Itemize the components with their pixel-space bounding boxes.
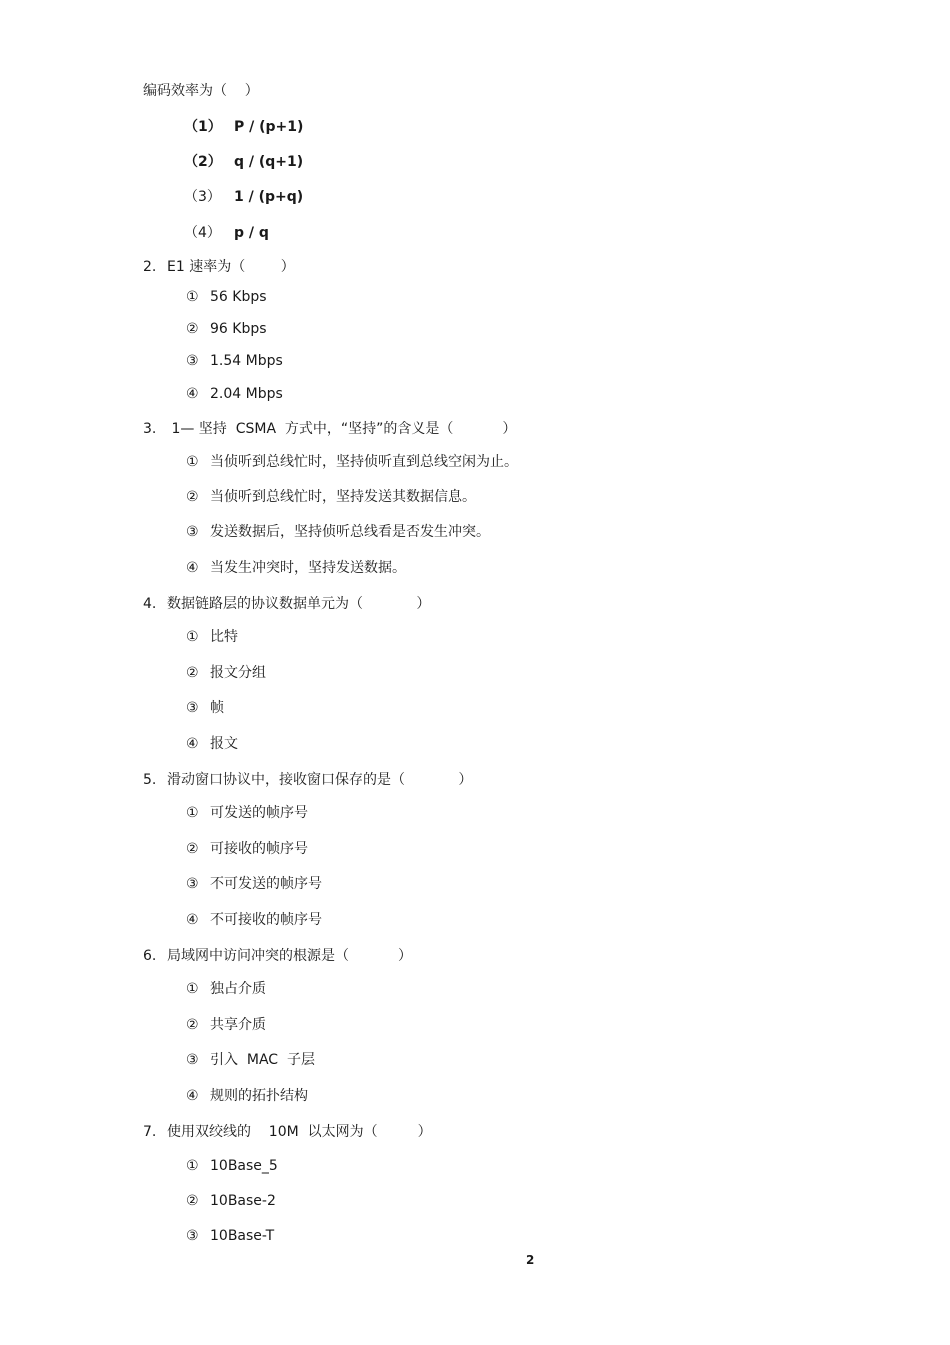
- option: ④ 不可接收的帧序号: [186, 912, 322, 928]
- option: ④ 报文: [186, 736, 238, 752]
- option: [184, 224, 269, 242]
- option: ④ 2.04 Mbps: [186, 386, 283, 402]
- question-number: 4.: [143, 596, 157, 612]
- question-number: 2.: [143, 259, 157, 275]
- option: [184, 118, 303, 136]
- option: ① 当侦听到总线忙时，坚持侦听直到总线空闲为止。: [186, 454, 518, 470]
- option: [184, 153, 303, 171]
- question-stem: 7. 使用双绞线的 10M 以太网为（ ）: [143, 1124, 432, 1140]
- option-label: （4）: [184, 225, 221, 241]
- option: ② 报文分组: [186, 665, 266, 681]
- question-stem: 3. 1— 坚持 CSMA 方式中，“坚持”的含义是（ ）: [143, 421, 517, 437]
- question-stem: 4. 数据链路层的协议数据单元为（ ）: [143, 596, 431, 612]
- question-stem: 编码效率为（ ）: [143, 83, 259, 99]
- question-stem: 6. 局域网中访问冲突的根源是（ ）: [143, 948, 412, 964]
- option: ③ 不可发送的帧序号: [186, 876, 322, 892]
- option: ③ 引入 MAC 子层: [186, 1052, 315, 1068]
- option: ③ 10Base-T: [186, 1228, 275, 1244]
- option: [184, 188, 303, 206]
- option-text: q / (q+1): [234, 154, 304, 170]
- option-text: p / q: [234, 225, 269, 241]
- option-text: 1 / (p+q): [234, 189, 304, 205]
- option-text: P / (p+1): [234, 119, 304, 135]
- question-number: 6.: [143, 948, 157, 964]
- question-number: 7.: [143, 1124, 157, 1140]
- option: ① 56 Kbps: [186, 289, 267, 305]
- option: ② 96 Kbps: [186, 321, 267, 337]
- option: ① 可发送的帧序号: [186, 805, 308, 821]
- option: ③ 1.54 Mbps: [186, 353, 283, 369]
- option-label: （1）: [184, 119, 222, 135]
- option: ④ 当发生冲突时，坚持发送数据。: [186, 560, 406, 576]
- question-stem: 5. 滑动窗口协议中，接收窗口保存的是（ ）: [143, 772, 473, 788]
- option: ① 比特: [186, 629, 238, 645]
- option: ③ 发送数据后，坚持侦听总线看是否发生冲突。: [186, 524, 490, 540]
- question-number: 5.: [143, 772, 157, 788]
- page-number: 2: [526, 1253, 535, 1267]
- option: ② 10Base-2: [186, 1193, 276, 1209]
- option-label: （2）: [184, 154, 222, 170]
- option: ② 共享介质: [186, 1017, 266, 1033]
- option: ③ 帧: [186, 700, 224, 716]
- option: ① 独占介质: [186, 981, 266, 997]
- option-label: （3）: [184, 189, 221, 205]
- question-number: 3.: [143, 421, 157, 437]
- option: ④ 规则的拓扑结构: [186, 1088, 308, 1104]
- option: ① 10Base_5: [186, 1158, 278, 1174]
- question-stem: 2. E1 速率为（ ）: [143, 259, 295, 275]
- option: ② 可接收的帧序号: [186, 841, 308, 857]
- option: ② 当侦听到总线忙时，坚持发送其数据信息。: [186, 489, 476, 505]
